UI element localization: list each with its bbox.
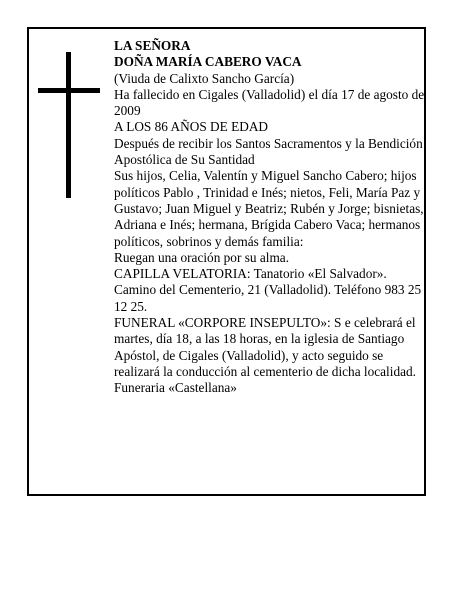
cross-horizontal-bar [38,88,100,93]
deceased-name: DOÑA MARÍA CABERO VACA [114,54,302,70]
cross-icon [38,52,100,198]
cross-vertical-bar [66,52,71,198]
notice-title-line1: LA SEÑORA [114,38,191,53]
age-line: A LOS 86 AÑOS DE EDAD [114,119,269,135]
family-mourners: Sus hijos, Celia, Valentín y Miguel Sancho Cabero; hijos políticos Pablo , Trinidad e Inés; nietos, Feli, María Paz y Gustavo; Juan Miguel y Beatriz; Rubén y Jorge; bisnietas, Adriana e Inés; hermana, Brígida Cabero Vaca; hermanos políticos, sobrinos y demás familia: [114,168,424,249]
widow-of-line: (Viuda de Calixto Sancho García) [114,70,295,86]
chapel-info: CAPILLA VELATORIA: Tanatorio «El Salvador». Camino del Cementerio, 21 (Valladolid). Teléfono 983 25 12 25. [114,266,422,314]
funeral-info: FUNERAL «CORPORE INSEPULTO»: S e celebrará el martes, día 18, a las 18 horas, en la iglesia de Santiago Apóstol, de Cigales (Valladolid), y acto seguido se realizará la conducción al cementerio de dicha localidad. [114,315,416,379]
death-announcement: Ha fallecido en Cigales (Valladolid) el día 17 de agosto de 2009 [114,86,425,119]
sacraments-line: Después de recibir los Santos Sacramentos y la Bendición Apostólica de Su Santidad [114,135,423,168]
funeral-home: Funeraria «Castellana» [114,380,237,396]
obituary-text [114,38,428,397]
prayer-request: Ruegan una oración por su alma. [114,249,290,265]
